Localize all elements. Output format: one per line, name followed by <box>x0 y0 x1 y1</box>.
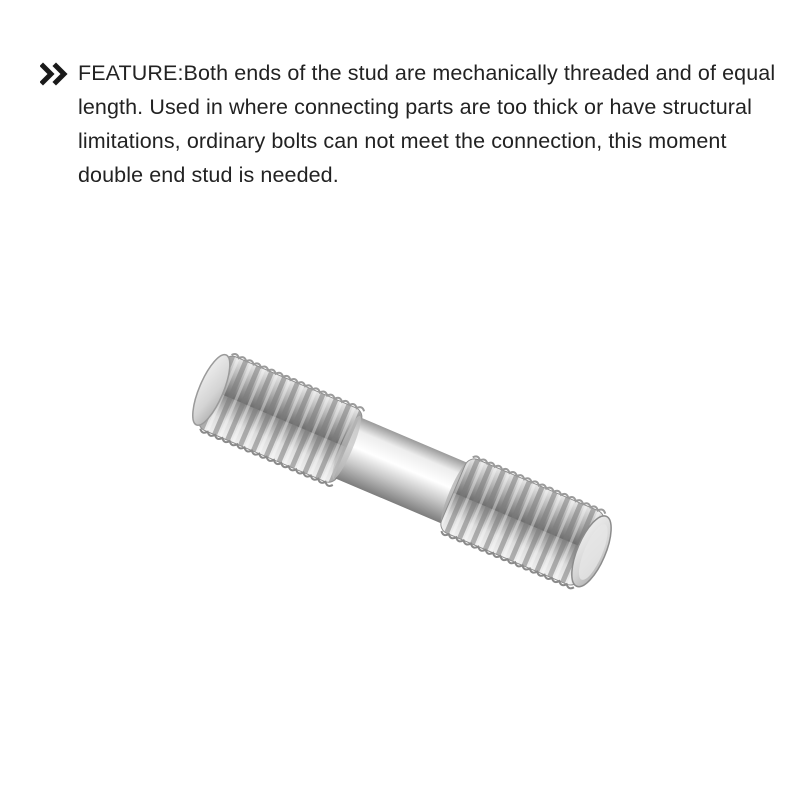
double-end-stud-photo <box>150 300 650 640</box>
double-chevron-right-icon <box>40 58 78 90</box>
feature-description: FEATURE:Both ends of the stud are mechanically threaded and of equal length. Used in where connecting parts are too thick or have structural limitations, ordinary bolts can not meet the connection, this moment double end stud is needed. <box>78 61 776 187</box>
feature-block <box>40 56 780 192</box>
